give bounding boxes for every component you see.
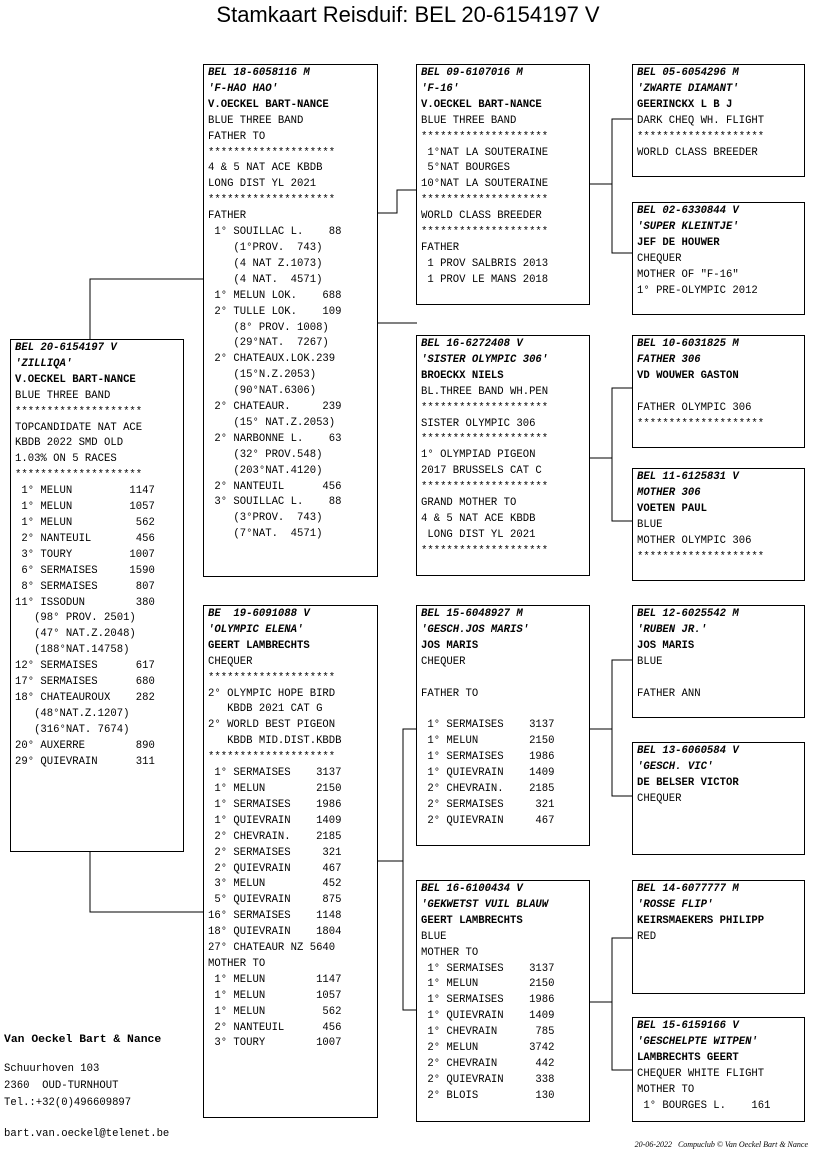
ring-number: BEL 15-6048927 M bbox=[421, 608, 523, 620]
card-line: 4 & 5 NAT ACE KBDB bbox=[421, 512, 536, 525]
card-line: 1° MELUN 1057 bbox=[15, 501, 155, 514]
breeder-city: 2360 OUD-TURNHOUT bbox=[4, 1080, 119, 1092]
card-line: (4 NAT. 4571) bbox=[208, 273, 323, 286]
card-line: 20° AUXERRE 890 bbox=[15, 739, 155, 752]
connector-mf-mff bbox=[589, 660, 633, 729]
card-line: ******************** bbox=[421, 130, 549, 143]
card-line: ******************** bbox=[421, 226, 549, 239]
card-line: 1° SERMAISES 1986 bbox=[208, 798, 342, 811]
card-line: 1° BOURGES L. 161 bbox=[637, 1099, 771, 1112]
card-line: 1 PROV SALBRIS 2013 bbox=[421, 257, 549, 270]
breeder-phone: Tel.:+32(0)496609897 bbox=[4, 1097, 132, 1109]
card-line: ******************** bbox=[637, 130, 765, 143]
card-line: BLUE THREE BAND bbox=[15, 389, 111, 402]
card-line bbox=[637, 385, 800, 401]
card-line: (3°PROV. 743) bbox=[208, 512, 323, 525]
pedigree-card-ffm bbox=[632, 202, 805, 315]
pigeon-name: 'SISTER OLYMPIC 306' bbox=[421, 353, 549, 366]
card-line: (4 NAT Z.1073) bbox=[208, 257, 323, 270]
card-line: 2° OLYMPIC HOPE BIRD bbox=[208, 687, 336, 700]
ring-number: BEL 16-6100434 V bbox=[421, 883, 523, 895]
owner-name: VD WOUWER GASTON bbox=[637, 369, 739, 382]
card-line: 5°NAT BOURGES bbox=[421, 162, 511, 175]
connector-father-ff bbox=[377, 190, 417, 213]
pedigree-card-mother bbox=[203, 605, 378, 1118]
card-line: ******************** bbox=[15, 469, 143, 482]
card-line: 2° SERMAISES 321 bbox=[208, 846, 342, 859]
card-line: ******************** bbox=[208, 194, 336, 207]
breeder-email[interactable]: bart.van.oeckel@telenet.be bbox=[4, 1128, 170, 1140]
owner-name: GEERT LAMBRECHTS bbox=[208, 639, 310, 652]
card-line: BLUE bbox=[637, 518, 663, 531]
card-line: 18° CHATEAUROUX 282 bbox=[15, 691, 155, 704]
card-line bbox=[421, 702, 585, 718]
owner-name: VOETEN PAUL bbox=[637, 502, 707, 515]
pigeon-name: FATHER 306 bbox=[637, 353, 701, 366]
card-line: 1.03% ON 5 RACES bbox=[15, 453, 117, 466]
owner-name: V.OECKEL BART-NANCE bbox=[208, 98, 329, 111]
breeder-name: Van Oeckel Bart & Nance bbox=[4, 1034, 162, 1046]
owner-name: JOS MARIS bbox=[421, 639, 479, 652]
owner-name: DE BELSER VICTOR bbox=[637, 776, 739, 789]
card-line: 2° NANTEUIL 456 bbox=[15, 532, 155, 545]
card-line: LONG DIST YL 2021 bbox=[208, 178, 317, 191]
card-line: KBDB 2021 CAT G bbox=[208, 703, 323, 716]
card-line: MOTHER TO bbox=[637, 1083, 695, 1096]
ring-number: BEL 05-6054296 M bbox=[637, 67, 739, 79]
card-line: (48°NAT.Z.1207) bbox=[15, 707, 130, 720]
ring-number: BEL 13-6060584 V bbox=[637, 745, 739, 757]
card-line: 2° CHEVRAIN. 2185 bbox=[421, 782, 555, 795]
card-line: 5° QUIEVRAIN 875 bbox=[208, 894, 342, 907]
breeder-info bbox=[4, 1032, 169, 1143]
card-line: FATHER bbox=[421, 241, 460, 254]
card-line: (47° NAT.Z.2048) bbox=[15, 628, 136, 641]
pigeon-name: 'ROSSE FLIP' bbox=[637, 898, 714, 911]
connector-mf-mfm bbox=[589, 729, 633, 796]
card-line: 2° TULLE LOK. 109 bbox=[208, 305, 342, 318]
card-line: 4 & 5 NAT ACE KBDB bbox=[208, 162, 323, 175]
card-line: 1° MELUN 2150 bbox=[208, 782, 342, 795]
card-line bbox=[637, 671, 800, 687]
card-line: 16° SERMAISES 1148 bbox=[208, 910, 342, 923]
card-line: CHEQUER bbox=[421, 655, 466, 668]
card-line: 1° MELUN 562 bbox=[208, 1005, 342, 1018]
card-line: 8° SERMAISES 807 bbox=[15, 580, 155, 593]
card-line: (7°NAT. 4571) bbox=[208, 528, 323, 541]
pigeon-name: 'GEKWETST VUIL BLAUW bbox=[421, 898, 549, 911]
pigeon-name: 'SUPER KLEINTJE' bbox=[637, 220, 739, 233]
card-line: FATHER TO bbox=[421, 687, 479, 700]
card-line: ******************** bbox=[208, 751, 336, 764]
card-line: 11° ISSODUN 380 bbox=[15, 596, 155, 609]
card-line: WORLD CLASS BREEDER bbox=[637, 146, 758, 159]
breeder-address: Schuurhoven 103 bbox=[4, 1063, 100, 1075]
owner-name: JOS MARIS bbox=[637, 639, 695, 652]
card-line: 2° QUIEVRAIN 338 bbox=[421, 1073, 555, 1086]
card-line: FATHER ANN bbox=[637, 687, 701, 700]
card-line: 1° MELUN 2150 bbox=[421, 735, 555, 748]
pigeon-name: 'ZWARTE DIAMANT' bbox=[637, 82, 739, 95]
card-line: ******************** bbox=[208, 671, 336, 684]
pigeon-name: 'GESCHELPTE WITPEN' bbox=[637, 1035, 758, 1048]
card-line: ******************** bbox=[637, 550, 765, 563]
connector-mother-mf bbox=[377, 729, 417, 861]
card-line: 1° QUIEVRAIN 1409 bbox=[421, 1010, 555, 1023]
pedigree-card-mff bbox=[632, 605, 805, 718]
card-line: 1° SERMAISES 3137 bbox=[421, 719, 555, 732]
card-line: 2° WORLD BEST PIGEON bbox=[208, 719, 336, 732]
card-line: 1° OLYMPIAD PIGEON bbox=[421, 449, 536, 462]
card-line: ******************** bbox=[421, 481, 549, 494]
owner-name: JEF DE HOUWER bbox=[637, 236, 720, 249]
card-line: (1°PROV. 743) bbox=[208, 241, 323, 254]
pigeon-name: 'GESCH.JOS MARIS' bbox=[421, 623, 530, 636]
pedigree-card-mfm bbox=[632, 742, 805, 855]
ring-number: BEL 18-6058116 M bbox=[208, 67, 310, 79]
card-line: KBDB 2022 SMD OLD bbox=[15, 437, 124, 450]
card-line: DARK CHEQ WH. FLIGHT bbox=[637, 114, 765, 127]
card-line: ******************** bbox=[15, 405, 143, 418]
pigeon-name: 'F-HAO HAO' bbox=[208, 82, 278, 95]
card-line: 27° CHATEAUR NZ 5640 bbox=[208, 942, 336, 955]
pedigree-card-mother-mother bbox=[416, 880, 590, 1122]
card-line: BLUE THREE BAND bbox=[208, 114, 304, 127]
card-line: (8° PROV. 1008) bbox=[208, 321, 329, 334]
card-line: 1° SERMAISES 1986 bbox=[421, 751, 555, 764]
card-line: 2° NARBONNE L. 63 bbox=[208, 432, 342, 445]
connector-mm-mmm bbox=[589, 1002, 633, 1070]
footer-credit: 20-06-2022 Compuclub © Van Oeckel Bart & Nance bbox=[634, 1140, 808, 1149]
card-line: FATHER OLYMPIC 306 bbox=[637, 401, 752, 414]
pigeon-name: 'F-16' bbox=[421, 82, 460, 95]
card-line: CHEQUER WHITE FLIGHT bbox=[637, 1067, 765, 1080]
pigeon-name: 'OLYMPIC ELENA' bbox=[208, 623, 304, 636]
pedigree-card-fmf bbox=[632, 335, 805, 448]
owner-name: KEIRSMAEKERS PHILIPP bbox=[637, 914, 765, 927]
card-line: 2° CHATEAUX.LOK.239 bbox=[208, 353, 336, 366]
owner-name: BROECKX NIELS bbox=[421, 369, 504, 382]
card-line: ******************** bbox=[421, 401, 549, 414]
card-line: 1° SERMAISES 3137 bbox=[421, 962, 555, 975]
owner-name: GEERT LAMBRECHTS bbox=[421, 914, 523, 927]
card-line: 3° TOURY 1007 bbox=[208, 1037, 342, 1050]
card-line: 18° QUIEVRAIN 1804 bbox=[208, 926, 342, 939]
card-line: 1° MELUN 562 bbox=[15, 516, 155, 529]
owner-name: GEERINCKX L B J bbox=[637, 98, 733, 111]
card-line: 6° SERMAISES 1590 bbox=[15, 564, 155, 577]
card-line: RED bbox=[637, 930, 657, 943]
card-line: 1° QUIEVRAIN 1409 bbox=[208, 814, 342, 827]
card-line: 2° CHATEAUR. 239 bbox=[208, 401, 342, 414]
card-line: 2017 BRUSSELS CAT C bbox=[421, 465, 542, 478]
ring-number: BEL 20-6154197 V bbox=[15, 342, 117, 354]
ring-number: BEL 12-6025542 M bbox=[637, 608, 739, 620]
card-line: 1° MELUN 2150 bbox=[421, 978, 555, 991]
card-line: MOTHER OF "F-16" bbox=[637, 268, 739, 281]
pedigree-card-mmf bbox=[632, 880, 805, 994]
card-line: (15°N.Z.2053) bbox=[208, 369, 317, 382]
pedigree-card-fff bbox=[632, 64, 805, 177]
ring-number: BEL 09-6107016 M bbox=[421, 67, 523, 79]
card-line: (29°NAT. 7267) bbox=[208, 337, 329, 350]
card-line: BLUE THREE BAND bbox=[421, 114, 517, 127]
card-line: 2° QUIEVRAIN 467 bbox=[421, 814, 555, 827]
card-line: 1° SERMAISES 1986 bbox=[421, 994, 555, 1007]
pigeon-name: 'RUBEN JR.' bbox=[637, 623, 707, 636]
pigeon-name: MOTHER 306 bbox=[637, 486, 701, 499]
card-line: 2° MELUN 3742 bbox=[421, 1042, 555, 1055]
card-line: 1° MELUN 1147 bbox=[208, 973, 342, 986]
page-title: Stamkaart Reisduif: BEL 20-6154197 V bbox=[216, 2, 600, 27]
ring-number: BEL 15-6159166 V bbox=[637, 1020, 739, 1032]
ring-number: BE 19-6091088 V bbox=[208, 608, 310, 620]
owner-name: V.OECKEL BART-NANCE bbox=[15, 373, 136, 386]
card-line: (203°NAT.4120) bbox=[208, 464, 323, 477]
card-line: 1° SERMAISES 3137 bbox=[208, 767, 342, 780]
card-line: 29° QUIEVRAIN 311 bbox=[15, 755, 155, 768]
card-line: BL.THREE BAND WH.PEN bbox=[421, 385, 549, 398]
pedigree-card-fmm bbox=[632, 468, 805, 581]
card-line: BLUE bbox=[637, 655, 663, 668]
connector-ff-fff bbox=[589, 119, 633, 184]
connector-fm-fmm bbox=[589, 458, 633, 521]
card-line: 1°NAT LA SOUTERAINE bbox=[421, 146, 549, 159]
card-line: CHEQUER bbox=[208, 655, 253, 668]
card-line: MOTHER TO bbox=[421, 946, 479, 959]
connector-mm-mmf bbox=[589, 938, 633, 1002]
connector-mother-mm bbox=[377, 861, 417, 1010]
pigeon-name: 'ZILLIQA' bbox=[15, 357, 73, 370]
card-line: ******************** bbox=[421, 433, 549, 446]
owner-name: V.OECKEL BART-NANCE bbox=[421, 98, 542, 111]
card-line: (316°NAT. 7674) bbox=[15, 723, 130, 736]
card-line: KBDB MID.DIST.KBDB bbox=[208, 735, 342, 748]
card-line: WORLD CLASS BREEDER bbox=[421, 210, 542, 223]
ring-number: BEL 14-6077777 M bbox=[637, 883, 739, 895]
card-line: 2° BLOIS 130 bbox=[421, 1089, 555, 1102]
card-line: ******************** bbox=[421, 544, 549, 557]
card-line: 1° PRE-OLYMPIC 2012 bbox=[637, 284, 758, 297]
card-line bbox=[421, 671, 585, 687]
card-line: ******************** bbox=[208, 146, 336, 159]
card-line: (188°NAT.14758) bbox=[15, 644, 130, 657]
card-line: 2° CHEVRAIN. 2185 bbox=[208, 830, 342, 843]
connector-subject-father bbox=[90, 279, 204, 339]
card-line: ******************** bbox=[421, 194, 549, 207]
card-line: 3° TOURY 1007 bbox=[15, 548, 155, 561]
card-line: 1 PROV LE MANS 2018 bbox=[421, 273, 549, 286]
card-line: 12° SERMAISES 617 bbox=[15, 660, 155, 673]
card-line: 3° SOUILLAC L. 88 bbox=[208, 496, 342, 509]
card-line: 1° MELUN 1057 bbox=[208, 989, 342, 1002]
card-line: CHEQUER bbox=[637, 792, 682, 805]
card-line: BLUE bbox=[421, 930, 447, 943]
card-line: LONG DIST YL 2021 bbox=[421, 528, 536, 541]
owner-name: LAMBRECHTS GEERT bbox=[637, 1051, 739, 1064]
connector-fm-fmf bbox=[589, 388, 633, 458]
card-line: CHEQUER bbox=[637, 252, 682, 265]
pedigree-card-father bbox=[203, 64, 378, 577]
pedigree-card-mmm bbox=[632, 1017, 805, 1122]
pedigree-card-subject bbox=[10, 339, 184, 852]
card-line: 1° SOUILLAC L. 88 bbox=[208, 226, 342, 239]
card-line: TOPCANDIDATE NAT ACE bbox=[15, 421, 143, 434]
card-line: ******************** bbox=[637, 417, 765, 430]
card-line: 2° QUIEVRAIN 467 bbox=[208, 862, 342, 875]
pedigree-card-father-father bbox=[416, 64, 590, 305]
pedigree-card-mother-father bbox=[416, 605, 590, 846]
card-line: GRAND MOTHER TO bbox=[421, 497, 517, 510]
card-line: FATHER TO bbox=[208, 130, 266, 143]
card-line: 1° MELUN LOK. 688 bbox=[208, 289, 342, 302]
pigeon-name: 'GESCH. VIC' bbox=[637, 760, 714, 773]
card-line: FATHER bbox=[208, 210, 247, 223]
pedigree-card-father-mother bbox=[416, 335, 590, 576]
card-line: 10°NAT LA SOUTERAINE bbox=[421, 178, 549, 191]
card-line: 2° NANTEUIL 456 bbox=[208, 480, 342, 493]
card-line: (15° NAT.Z.2053) bbox=[208, 416, 336, 429]
card-line: 2° NANTEUIL 456 bbox=[208, 1021, 342, 1034]
card-line: 3° MELUN 452 bbox=[208, 878, 342, 891]
card-line: 1° CHEVRAIN 785 bbox=[421, 1026, 555, 1039]
card-line: (98° PROV. 2501) bbox=[15, 612, 136, 625]
connector-ff-ffm bbox=[589, 184, 633, 253]
connector-subject-mother bbox=[90, 851, 204, 912]
ring-number: BEL 02-6330844 V bbox=[637, 205, 739, 217]
card-line: (32° PROV.548) bbox=[208, 448, 323, 461]
ring-number: BEL 10-6031825 M bbox=[637, 338, 739, 350]
card-line: 17° SERMAISES 680 bbox=[15, 676, 155, 689]
card-line: MOTHER TO bbox=[208, 957, 266, 970]
card-line: 2° SERMAISES 321 bbox=[421, 798, 555, 811]
ring-number: BEL 11-6125831 V bbox=[637, 471, 739, 483]
card-line: 1° QUIEVRAIN 1409 bbox=[421, 767, 555, 780]
card-line: 2° CHEVRAIN 442 bbox=[421, 1057, 555, 1070]
card-line: 1° MELUN 1147 bbox=[15, 485, 155, 498]
card-line: SISTER OLYMPIC 306 bbox=[421, 417, 536, 430]
card-line: (90°NAT.6306) bbox=[208, 385, 317, 398]
card-line: MOTHER OLYMPIC 306 bbox=[637, 534, 752, 547]
ring-number: BEL 16-6272408 V bbox=[421, 338, 523, 350]
